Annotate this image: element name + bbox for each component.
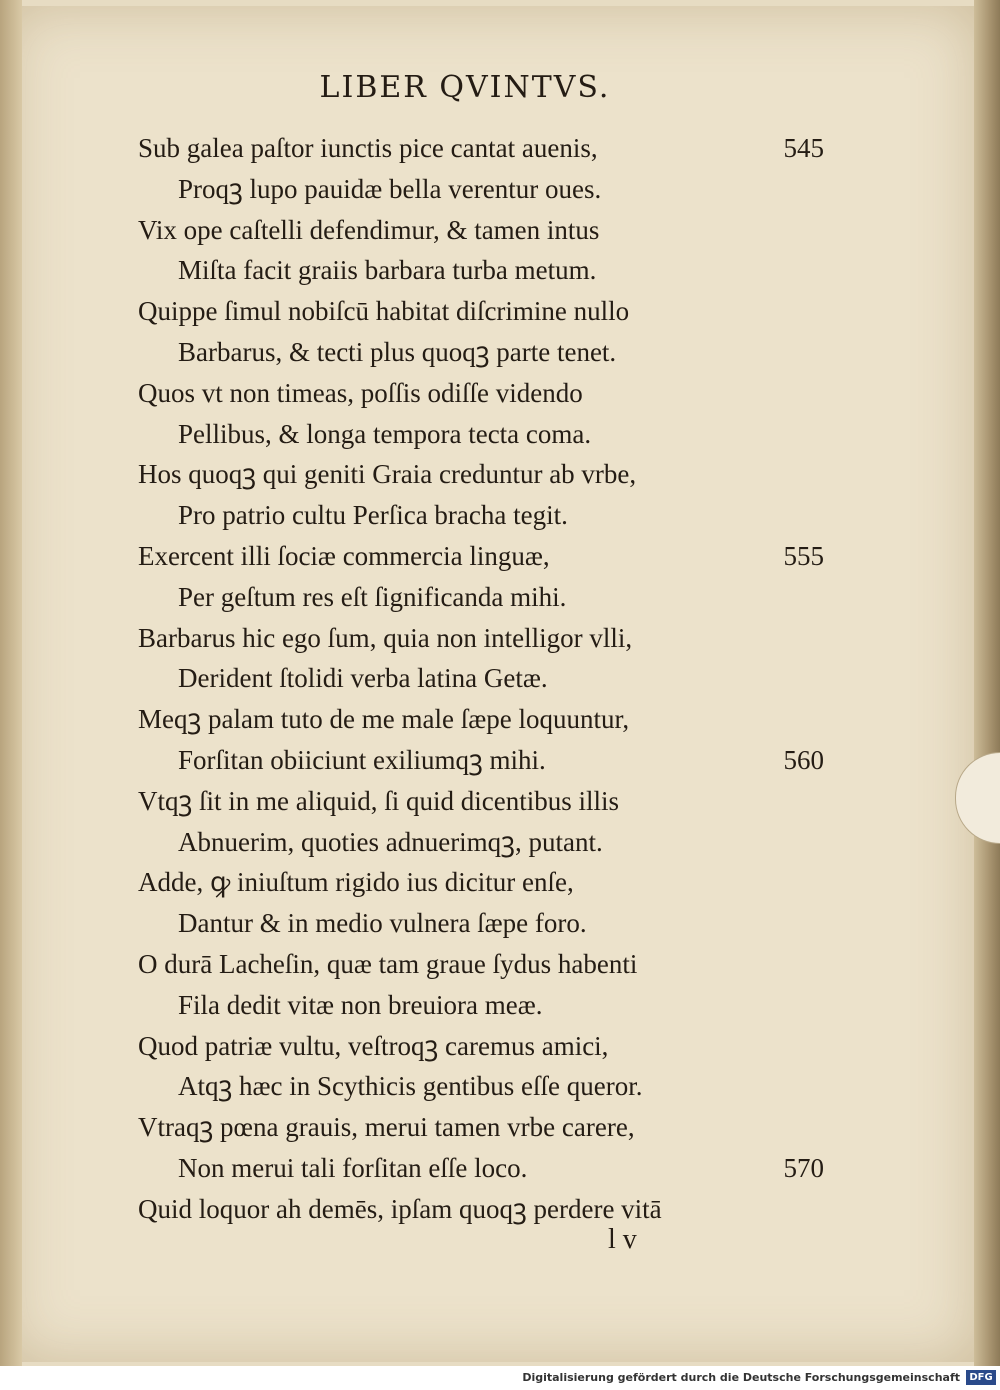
verse-line (0, 944, 1000, 985)
verse-line (0, 658, 1000, 699)
verse-line (0, 862, 1000, 903)
verse-text: Non merui tali forſitan eſſe loco. (178, 1152, 528, 1183)
verse-text: Meqꝫ palam tuto de me male ſæpe loquuntur, (138, 704, 630, 735)
verse-line (0, 454, 1000, 495)
line-number: 560 (783, 744, 824, 775)
verse-text: Hos quoqꝫ qui geniti Graia creduntur ab vrbe, (138, 459, 637, 490)
verse-text: Proqꝫ lupo pauidæ bella verentur oues. (178, 173, 602, 204)
verse-text: Sub galea paſtor iunctis pice cantat auenis, (138, 133, 598, 163)
verse-text: Derident ſtolidi verba latina Getæ. (178, 663, 548, 694)
verse-line (0, 250, 1000, 291)
verse-text: Vtraqꝫ pœna grauis, merui tamen vrbe carere, (138, 1112, 635, 1143)
verse-line (0, 699, 1000, 740)
verse-line (0, 781, 1000, 822)
verse-line (0, 1189, 1000, 1230)
verse-line (0, 128, 1000, 169)
verse-line (0, 169, 1000, 210)
verse-line (0, 291, 1000, 332)
verse-line (0, 618, 1000, 659)
verse-text: Abnuerim, quoties adnuerimqꝫ, putant. (178, 826, 603, 857)
verse-line (0, 740, 1000, 781)
verse-text: Atqꝫ hæc in Scythicis gentibus eſſe queror. (178, 1071, 643, 1102)
verse-line (0, 985, 1000, 1026)
verse-line (0, 536, 1000, 577)
verse-text: Barbarus, & tecti plus quoqꝫ parte tenet. (178, 336, 617, 367)
verse-text: Barbarus hic ego ſum, quia non intelligor vlli, (138, 622, 633, 653)
line-number: 570 (783, 1152, 824, 1183)
verse-text: Fila dedit vitæ non breuiora meæ. (178, 989, 543, 1020)
verse-text: Forſitan obiiciunt exiliumqꝫ mihi. (178, 744, 546, 775)
verse-line (0, 332, 1000, 373)
verse-text: Quid loquor ah demēs, ipſam quoqꝫ perdere vitā (138, 1193, 662, 1224)
verse-line (0, 1148, 1000, 1189)
footer-credit: Digitalisierung gefördert durch die Deutsche Forschungsgemeinschaft (522, 1371, 960, 1384)
signature-mark: l v (608, 1224, 637, 1255)
verse-text: Dantur & in medio vulnera ſæpe foro. (178, 908, 587, 939)
verse-text: Vix ope caſtelli defendimur, & tamen intus (138, 214, 600, 245)
verse-line (0, 1066, 1000, 1107)
verse-text: Adde, ꝙ iniuſtum rigido ius dicitur enſe, (138, 867, 574, 898)
verse-line (0, 210, 1000, 251)
verse-line (0, 495, 1000, 536)
digitization-footer (0, 1366, 1000, 1390)
verse-line (0, 373, 1000, 414)
verse-text: Quos vt non timeas, poſſis odiſſe videndo (138, 377, 583, 408)
verse-text: Quod patriæ vultu, veſtroqꝫ caremus amici, (138, 1030, 609, 1061)
verse-text: Vtqꝫ ſit in me aliquid, ſi quid dicentibus illis (138, 785, 620, 816)
dfg-logo-icon: DFG (966, 1370, 996, 1385)
verse-block (0, 128, 1000, 1230)
verse-line (0, 1026, 1000, 1067)
verse-line (0, 822, 1000, 863)
verse-line (0, 414, 1000, 455)
verse-line (0, 1107, 1000, 1148)
verse-text: Pellibus, & longa tempora tecta coma. (178, 418, 592, 449)
verse-text: Per geſtum res eſt ſignificanda mihi. (178, 581, 567, 612)
line-number: 545 (783, 133, 824, 163)
verse-line (0, 903, 1000, 944)
verse-text: Miſta facit graiis barbara turba metum. (178, 255, 597, 286)
verse-text: Exercent illi ſociæ commercia linguæ, (138, 540, 550, 571)
verse-line (0, 577, 1000, 618)
running-head: LIBER QVINTVS. (319, 70, 611, 105)
verse-text: Quippe ſimul nobiſcū habitat diſcrimine nullo (138, 296, 630, 327)
line-number: 555 (783, 540, 824, 571)
verse-text: Pro patrio cultu Perſica bracha tegit. (178, 500, 568, 531)
verse-text: O durā Lacheſin, quæ tam graue ſydus habenti (138, 948, 638, 979)
